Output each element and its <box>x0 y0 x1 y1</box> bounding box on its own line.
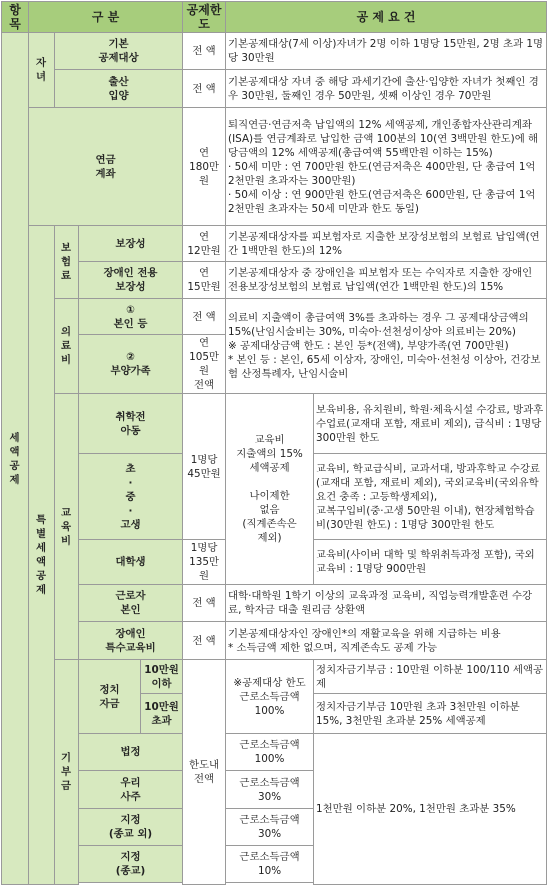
desc-donation: 1천만원 이하분 20%, 1천만원 초과분 35% <box>314 734 547 885</box>
limit-medical-self: 전 액 <box>183 299 226 335</box>
label-religious: 지정 (종교) <box>79 846 183 883</box>
label-political-over: 10만원 초과 <box>141 694 183 734</box>
sub-education: 교육비 <box>55 394 79 660</box>
label-basic: 기본 공제대상 <box>55 33 183 70</box>
label-statutory: 법정 <box>79 734 183 771</box>
label-medical-self: ① 본인 등 <box>79 299 183 335</box>
sub-insurance: 보험료 <box>55 226 79 299</box>
limit-special-education: 전 액 <box>183 622 226 660</box>
limit-worker: 전 액 <box>183 585 226 622</box>
limit-donation: 한도내 전액 <box>183 660 226 885</box>
cond-political: ※공제대상 한도 근로소득금액 100% <box>226 660 314 734</box>
header-item: 항목 <box>2 2 29 33</box>
cond-designated: 근로소득금액 30% <box>226 809 314 846</box>
desc-edu-preschool: 보육비용, 유치원비, 학원·체육시설 수강료, 방과후 수업료(교재대 포함, 재료비 제외), 급식비 : 1명당 300만원 한도 <box>314 394 547 454</box>
header-category: 구 분 <box>29 2 183 33</box>
limit-medical-dependent: 연 105만원 전액 <box>183 335 226 394</box>
limit-guarantee: 연 12만원 <box>183 226 226 262</box>
limit-birth: 전 액 <box>183 70 226 108</box>
cond-statutory: 근로소득금액 100% <box>226 734 314 771</box>
group-child: 자녀 <box>29 33 55 108</box>
desc-worker: 대학·대학원 1학기 이상의 교육과정 교육비, 직업능력개발훈련 수강료, 학자금 대출 원리금 상환액 <box>226 585 547 622</box>
label-edu-school: 초 · 중 · 고생 <box>79 454 183 540</box>
header-row <box>2 2 547 33</box>
label-disabled-insurance: 장애인 전용 보장성 <box>79 262 183 299</box>
label-political-under: 10만원 이하 <box>141 660 183 694</box>
limit-basic: 전 액 <box>183 33 226 70</box>
desc-edu-school: 교육비, 학교급식비, 교과서대, 방과후학교 수강료(교재대 포함, 재료비 제외), 국외교육비(국외유학요건 충족 : 고등학생제외), 교복구입비(중·고생 50만원 이내), 현장체험학습비(30만원 한도) : 1명당 300만원 한도 <box>314 454 547 540</box>
header-limit: 공제한도 <box>183 2 226 33</box>
label-medical-dependent: ② 부양가족 <box>79 335 183 394</box>
desc-basic: 기본공제대상(7세 이상)자녀가 2명 이하 1명당 15만원, 2명 초과 1명당 30만원 <box>226 33 547 70</box>
limit-edu-university: 1명당 135만원 <box>183 540 226 585</box>
label-birth: 출산 입양 <box>55 70 183 108</box>
cond-ourstore: 근로소득금액 30% <box>226 771 314 809</box>
desc-pension: 퇴직연금·연금저축 납입액의 12% 세액공제, 개인종합자산관리계좌(ISA)를 연금계좌로 납입한 금액 100분의 10(연 3백만원 한도)에 해당금액의 12% 세액공제(총급여액 55백만원 이하는 15%) · 50세 미만 : 연 700만원 한도(연금저축은 400만원, 단 총급여 1억 2천만원 초과자는 300만원) · 50세 이상 : 연 900만원 한도(연금저축은 600만원, 단 총급여 1억 2천만원 초과자는 50세 미만과 한도 동일) <box>226 108 547 226</box>
desc-political-under: 정치자금기부금 : 10만원 이하분 100/110 세액공제 <box>314 660 547 694</box>
desc-political-over: 정치자금기부금 10만원 초과 3천만원 이하분 15%, 3천만원 초과분 25% 세액공제 <box>314 694 547 734</box>
label-edu-preschool: 취학전 아동 <box>79 394 183 454</box>
limit-disabled-insurance: 연 15만원 <box>183 262 226 299</box>
section-tax-credit: 세액공제 <box>2 33 29 885</box>
sub-medical: 의료비 <box>55 299 79 394</box>
cond-religious: 근로소득금액 10% <box>226 846 314 883</box>
label-ourstore: 우리 사주 <box>79 771 183 809</box>
header-requirements: 공 제 요 건 <box>226 2 547 33</box>
desc-special-education: 기본공제대상자인 장애인*의 재활교육을 위해 지급하는 비용 * 소득금액 제한 없으며, 직계존속도 공제 가능 <box>226 622 547 660</box>
sub-donation: 기부금 <box>55 660 79 885</box>
label-designated: 지정 (종교 외) <box>79 809 183 846</box>
edu-common-condition: 교육비 지출액의 15% 세액공제 나이제한 없음 (직계존속은 제외) <box>226 394 314 585</box>
label-edu-university: 대학생 <box>79 540 183 585</box>
desc-edu-university: 교육비(사이버 대학 및 학위취득과정 포함), 국외교육비 : 1명당 900만원 <box>314 540 547 585</box>
label-worker: 근로자 본인 <box>79 585 183 622</box>
desc-medical: 의료비 지출액이 총급여액 3%를 초과하는 경우 그 공제대상금액의 15%(난임시술비는 30%, 미숙아·선천성이상아 의료비는 20%) ※ 공제대상금액 한도 : 본인 등*(전액), 부양가족(연 700만원) * 본인 등 : 본인, 65세 이상자, 장애인, 미숙아·선천성 이상아, 건강보험 산정특례자, 난임시술비 <box>226 299 547 394</box>
limit-edu-child: 1명당 45만원 <box>183 394 226 540</box>
tax-credit-table <box>1 1 547 885</box>
label-political: 정치 자금 <box>79 660 141 734</box>
limit-pension: 연 180만원 <box>183 108 226 226</box>
group-special: 특별세액공제 <box>29 226 55 885</box>
label-pension: 연금 계좌 <box>29 108 183 226</box>
label-guarantee: 보장성 <box>79 226 183 262</box>
desc-disabled-insurance: 기본공제대상자 중 장애인을 피보험자 또는 수익자로 지출한 장애인 전용보장성보험의 보험료 납입액(연간 1백만원 한도)의 15% <box>226 262 547 299</box>
desc-birth: 기본공제대상 자녀 중 해당 과세기간에 출산·입양한 자녀가 첫째인 경우 30만원, 둘째인 경우 50만원, 셋째 이상인 경우 70만원 <box>226 70 547 108</box>
desc-guarantee: 기본공제대상자를 피보험자로 지출한 보장성보험의 보험료 납입액(연간 1백만원 한도)의 12% <box>226 226 547 262</box>
label-special-education: 장애인 특수교육비 <box>79 622 183 660</box>
